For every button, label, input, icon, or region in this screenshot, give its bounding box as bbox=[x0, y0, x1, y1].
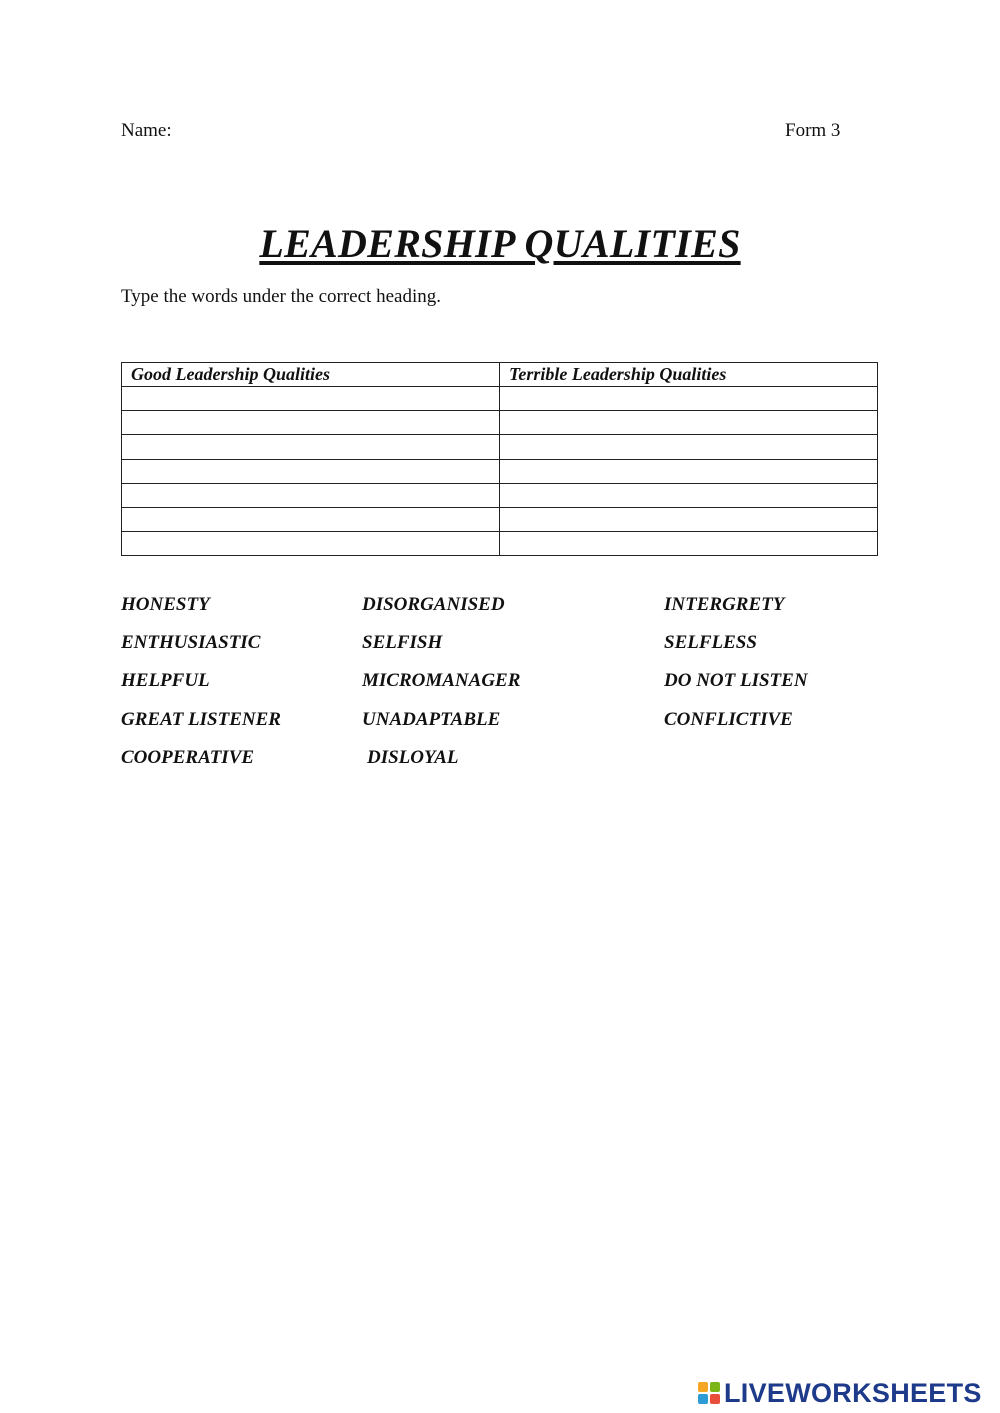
terrible-drop-cell[interactable] bbox=[500, 387, 878, 411]
terrible-drop-cell[interactable] bbox=[500, 531, 878, 555]
terrible-drop-cell[interactable] bbox=[500, 411, 878, 435]
word-micromanager[interactable]: MICROMANAGER bbox=[362, 670, 521, 691]
table-row bbox=[122, 507, 878, 531]
name-label: Name: bbox=[121, 120, 172, 141]
logo-square-icon bbox=[698, 1382, 708, 1392]
word-intergrety[interactable]: INTERGRETY bbox=[664, 594, 785, 615]
good-drop-cell[interactable] bbox=[122, 459, 500, 483]
good-drop-cell[interactable] bbox=[122, 531, 500, 555]
logo-text: LIVEWORKSHEETS bbox=[724, 1377, 982, 1408]
table-row bbox=[122, 531, 878, 555]
word-cooperative[interactable]: COOPERATIVE bbox=[121, 747, 255, 768]
table-row bbox=[122, 483, 878, 507]
good-drop-cell[interactable] bbox=[122, 387, 500, 411]
liveworksheets-logo-icon bbox=[698, 1382, 720, 1404]
table-row bbox=[122, 435, 878, 459]
good-drop-cell[interactable] bbox=[122, 507, 500, 531]
good-drop-cell[interactable] bbox=[122, 435, 500, 459]
word-conflictive[interactable]: CONFLICTIVE bbox=[664, 709, 793, 730]
terrible-drop-cell[interactable] bbox=[500, 507, 878, 531]
logo-square-icon bbox=[710, 1394, 720, 1404]
word-great-listener[interactable]: GREAT LISTENER bbox=[121, 709, 281, 730]
word-enthusiastic[interactable]: ENTHUSIASTIC bbox=[121, 632, 261, 653]
sorting-table bbox=[121, 362, 878, 556]
terrible-drop-cell[interactable] bbox=[500, 459, 878, 483]
word-do-not-listen[interactable]: DO NOT LISTEN bbox=[664, 670, 808, 691]
good-drop-cell[interactable] bbox=[122, 483, 500, 507]
terrible-drop-cell[interactable] bbox=[500, 483, 878, 507]
good-drop-cell[interactable] bbox=[122, 411, 500, 435]
word-disorganised[interactable]: DISORGANISED bbox=[362, 594, 505, 615]
header-terrible-qualities: Terrible Leadership Qualities bbox=[500, 363, 878, 387]
logo-square-icon bbox=[710, 1382, 720, 1392]
table-row bbox=[122, 459, 878, 483]
word-selfish[interactable]: SELFISH bbox=[362, 632, 443, 653]
form-label: Form 3 bbox=[785, 120, 841, 141]
word-selfless[interactable]: SELFLESS bbox=[664, 632, 757, 653]
terrible-drop-cell[interactable] bbox=[500, 435, 878, 459]
table-header-row bbox=[122, 363, 878, 387]
word-helpful[interactable]: HELPFUL bbox=[121, 670, 210, 691]
word-unadaptable[interactable]: UNADAPTABLE bbox=[362, 709, 501, 730]
table-row bbox=[122, 411, 878, 435]
logo-square-icon bbox=[698, 1394, 708, 1404]
page-title: LEADERSHIP QUALITIES bbox=[259, 221, 741, 266]
word-honesty[interactable]: HONESTY bbox=[121, 594, 210, 615]
instruction-text: Type the words under the correct heading. bbox=[121, 286, 441, 307]
liveworksheets-logo bbox=[698, 1378, 982, 1408]
header-good-qualities: Good Leadership Qualities bbox=[122, 363, 500, 387]
table-row bbox=[122, 387, 878, 411]
word-disloyal[interactable]: DISLOYAL bbox=[367, 747, 459, 768]
